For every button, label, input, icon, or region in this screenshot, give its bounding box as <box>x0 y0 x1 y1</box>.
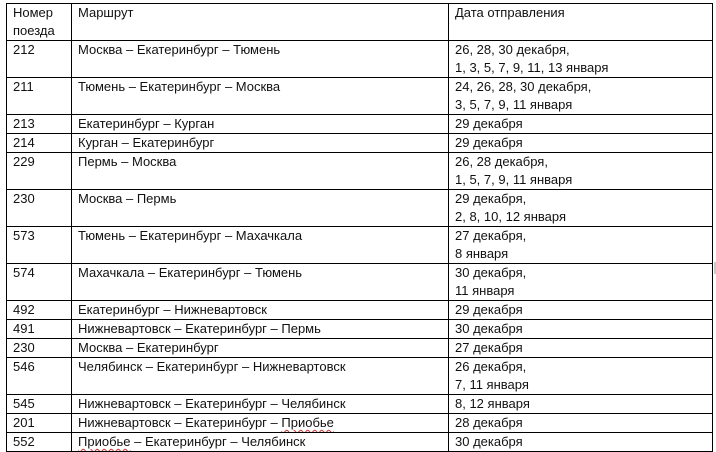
departure-cell <box>449 264 713 301</box>
route-cell: Москва – Екатеринбург <box>72 339 449 358</box>
train-number-cell: 230 <box>7 339 72 358</box>
departure-cell <box>449 358 713 395</box>
departure-line: 28 декабря <box>455 415 523 430</box>
departure-cell <box>449 134 713 153</box>
header-route: Маршрут <box>72 4 449 41</box>
departure-cell <box>449 153 713 190</box>
departure-cell <box>449 227 713 264</box>
departure-line: 8, 12 января <box>455 396 530 411</box>
departure-cell <box>449 78 713 115</box>
train-number-cell: 214 <box>7 134 72 153</box>
departure-line: 30 декабря <box>455 321 523 336</box>
departure-cell <box>449 301 713 320</box>
header-train-number-line-1: Номер <box>13 5 54 20</box>
departure-cell <box>449 395 713 414</box>
departure-cell <box>449 339 713 358</box>
departure-cell <box>449 414 713 433</box>
departure-line: 30 декабря <box>455 434 523 449</box>
train-number-cell: 229 <box>7 153 72 190</box>
train-number-cell: 574 <box>7 264 72 301</box>
route-cell <box>72 414 449 433</box>
table-row <box>7 339 713 358</box>
table-row <box>7 190 713 227</box>
table-row <box>7 134 713 153</box>
route-text: Нижневартовск – Екатеринбург – <box>78 415 282 430</box>
table-row <box>7 264 713 301</box>
departure-line: 29 декабря <box>455 302 523 317</box>
route-cell: Екатеринбург – Курган <box>72 115 449 134</box>
route-cell: Махачкала – Екатеринбург – Тюмень <box>72 264 449 301</box>
train-number-cell: 213 <box>7 115 72 134</box>
route-cell: Тюмень – Екатеринбург – Москва <box>72 78 449 115</box>
departure-cell <box>449 41 713 78</box>
train-number-cell: 230 <box>7 190 72 227</box>
departure-cell <box>449 115 713 134</box>
departure-line: 3, 5, 7, 9, 11 января <box>455 97 573 112</box>
table-row <box>7 433 713 452</box>
table-row <box>7 115 713 134</box>
train-schedule-table <box>6 3 713 452</box>
departure-cell <box>449 190 713 227</box>
table-row <box>7 41 713 78</box>
departure-line: 27 декабря <box>455 340 523 355</box>
route-cell: Москва – Пермь <box>72 190 449 227</box>
header-train-number-line-2: поезда <box>13 23 55 38</box>
departure-line: 2, 8, 10, 12 января <box>455 209 566 224</box>
departure-line: 24, 26, 28, 30 декабря, <box>455 79 592 94</box>
route-cell: Екатеринбург – Нижневартовск <box>72 301 449 320</box>
departure-line: 29 декабря, <box>455 191 527 206</box>
departure-line: 8 января <box>455 246 509 261</box>
departure-line: 7, 11 января <box>455 377 529 392</box>
departure-line: 26, 28, 30 декабря, <box>455 42 570 57</box>
departure-line: 1, 3, 5, 7, 9, 11, 13 января <box>455 60 609 75</box>
route-cell <box>72 433 449 452</box>
departure-line: 26 декабря, <box>455 359 527 374</box>
route-cell: Тюмень – Екатеринбург – Махачкала <box>72 227 449 264</box>
misspelled-word: Приобье <box>281 415 334 430</box>
departure-line: 11 января <box>455 283 515 298</box>
train-number-cell: 491 <box>7 320 72 339</box>
table-row <box>7 301 713 320</box>
route-cell: Нижневартовск – Екатеринбург – Пермь <box>72 320 449 339</box>
misspelled-word: Приобье <box>78 434 131 449</box>
table-row <box>7 78 713 115</box>
header-row <box>7 4 713 41</box>
route-cell: Пермь – Москва <box>72 153 449 190</box>
train-number-cell: 492 <box>7 301 72 320</box>
route-cell: Москва – Екатеринбург – Тюмень <box>72 41 449 78</box>
departure-line: 27 декабря, <box>455 228 527 243</box>
table-row <box>7 395 713 414</box>
header-train-number <box>7 4 72 41</box>
train-number-cell: 212 <box>7 41 72 78</box>
departure-cell <box>449 320 713 339</box>
departure-line: 30 декабря, <box>455 265 527 280</box>
train-number-cell: 546 <box>7 358 72 395</box>
table-row <box>7 153 713 190</box>
train-number-cell: 552 <box>7 433 72 452</box>
departure-cell <box>449 433 713 452</box>
train-number-cell: 211 <box>7 78 72 115</box>
route-text: – Екатеринбург – Челябинск <box>130 434 306 449</box>
train-number-cell: 201 <box>7 414 72 433</box>
header-departure: Дата отправления <box>449 4 713 41</box>
departure-line: 1, 5, 7, 9, 11 января <box>455 172 573 187</box>
departure-line: 29 декабря <box>455 135 523 150</box>
route-cell: Курган – Екатеринбург <box>72 134 449 153</box>
train-number-cell: 573 <box>7 227 72 264</box>
route-cell: Нижневартовск – Екатеринбург – Челябинск <box>72 395 449 414</box>
table-row <box>7 227 713 264</box>
table-row <box>7 414 713 433</box>
departure-line: 29 декабря <box>455 116 523 131</box>
table-row <box>7 320 713 339</box>
table-row <box>7 358 713 395</box>
departure-line: 26, 28 декабря, <box>455 154 548 169</box>
route-cell: Челябинск – Екатеринбург – Нижневартовск <box>72 358 449 395</box>
train-number-cell: 545 <box>7 395 72 414</box>
